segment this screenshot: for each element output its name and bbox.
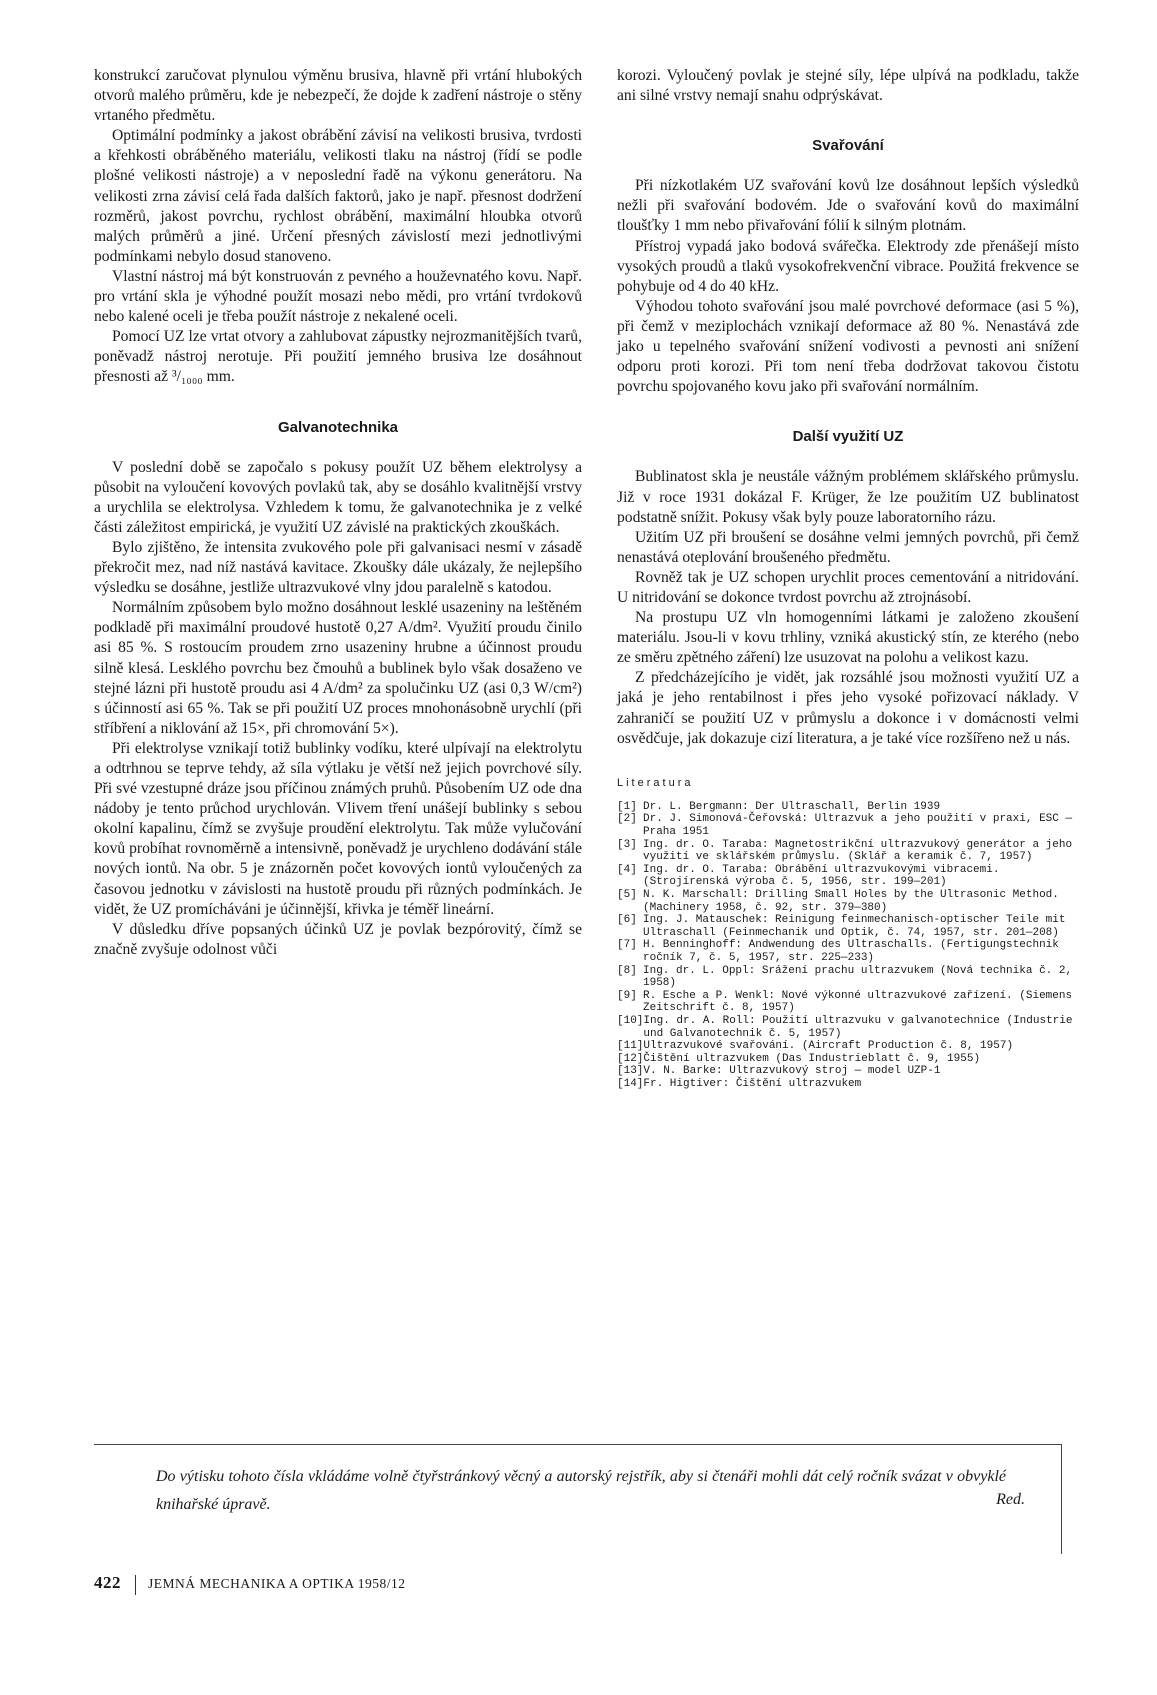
paragraph: Na prostupu UZ vln homogenními látkami je založeno zkoušení materiálu. Jsou-li v kovu trhliny, vzniká akustický stín, ze kterého (nebo ze směru zpětného záření) lze usuzovat na polohu a velikost kazu. [617, 609, 1079, 667]
reference-text: Dr. L. Bergmann: Der Ultraschall, Berlin 1939 [643, 800, 941, 813]
paragraph: Z předcházejícího je vidět, jak rozsáhlé jsou možnosti využití UZ a jaká je jeho rentabilnost i přes jeho vysoké pořizovací náklady. V zahraničí se použití UZ v průmyslu a dokonce i v domácnosti velmi osvědčuje, jak dokazuje cizí literatura, a je také více rozšířeno než u nás. [617, 669, 1079, 747]
journal-title: JEMNÁ MECHANIKA A OPTIKA 1958/12 [148, 1576, 406, 1591]
section-heading-dalsi-vyuziti: Další využití UZ [792, 428, 904, 446]
reference-text: Ing. dr. L. Oppl: Srážení prachu ultrazvukem (Nová technika č. 2, 1958) [643, 964, 1073, 990]
reference-number: [10] [617, 1014, 644, 1027]
section-heading-galvanotechnika: Galvanotechnika [277, 418, 399, 436]
reference-number: [2] [617, 813, 637, 826]
footer-divider [135, 1575, 136, 1595]
literature-heading: Literatura [617, 776, 694, 789]
paragraph: Přístroj vypadá jako bodová svářečka. Elektrody zde přenášejí místo vysokých proudů a tlaků vysokofrekvenční vibrace. Použitá frekvence se pohybuje od 4 do 40 kHz. [617, 237, 1079, 295]
paragraph: korozi. Vyloučený povlak je stejné síly, lépe ulpívá na podkladu, takže ani silné vrstvy nemají snahu odprýskávat. [617, 67, 1079, 105]
paragraph: Normálním způsobem bylo možno dosáhnout lesklé usazeniny na leštěném podkladě při maximální proudové hustotě 0,27 A/dm². Využití proudu činilo asi 85 %. S rostoucím proudem zrno usazeniny hrubne a účinnost proudu silně klesá. Lesklého povrchu bez čmouhů a bublinek bylo však dosaženo ve stejné lázni při hustotě proudu asi 4 A/dm² za spolučinku UZ (asi 0,3 W/cm²) s účinností asi 65 %. Tak se při použití UZ proces mnohonásobně urychlí (při stříbření a niklování až 15×, při chromování 5×). [94, 599, 582, 737]
reference-number: [11] [617, 1040, 644, 1053]
reference-number: [13] [617, 1065, 644, 1078]
reference-item [617, 939, 1079, 964]
reference-item [617, 1065, 1079, 1078]
reference-number: [9] [617, 989, 637, 1002]
paragraph: Užitím UZ při broušení se dosáhne velmi jemných povrchů, při čemž nenastává oteplování broušeného předmětu. [617, 528, 1079, 566]
reference-item [617, 813, 1079, 838]
reference-item [617, 864, 1079, 889]
right-column [617, 66, 1079, 1090]
reference-item [617, 965, 1079, 990]
reference-text: V. N. Barke: Ultrazvukový stroj — model UZP-1 [643, 1065, 941, 1078]
paragraph: Výhodou tohoto svařování jsou malé povrchové deformace (asi 5 %), při čemž v meziplochách vznikají deformace až 80 %. Nenastává zde jako u tepelného svařování snížení vodivosti a pevnosti ani snížení odporu proti korozi. Při tom není třeba dodržovat takovou čistotu povrchu spojovaného kovu jako při svařování normálním. [617, 297, 1079, 396]
paragraph: konstrukcí zaručovat plynulou výměnu brusiva, hlavně při vrtání hlubokých otvorů malého průměru, kde je nebezpečí, že dojde k zadření nástroje o stěny vrtaného předmětu. [94, 67, 582, 125]
reference-text: Dr. J. Simonová-Čeřovská: Ultrazvuk a jeho použití v praxi, ESC — Praha 1951 [643, 813, 1073, 838]
paragraph: Optimální podmínky a jakost obrábění závisí na velikosti brusiva, tvrdosti a křehkosti obráběného materiálu, velikosti tlaku na nástroj (řídí se podle plošné velikosti nástroje) a v neposlední řadě na výkonu generátoru. Na velikosti zrna závisí celá řada dalších faktorů, jako je např. přesnost dodržení rozměrů, jakost povrchu, rychlost obrábění, maximální hloubka otvorů malých průměrů a jiné. Určení přesných závislostí mezi jednotlivými podmínkami nebylo dosud stanoveno. [94, 127, 582, 265]
reference-text: Čištění ultrazvukem (Das Industrieblatt č. 9, 1955) [643, 1052, 981, 1065]
reference-text: N. K. Marschall: Drilling Small Holes by the Ultrasonic Method. (Machinery 1958, č. 92, str. 379—380) [643, 888, 1059, 914]
reference-number: [12] [617, 1052, 644, 1065]
reference-text: H. Benninghoff: Andwendung des Ultraschalls. (Fertigungstechnik ročník 7, č. 5, 1957, str. 225—233) [643, 939, 1059, 964]
reference-text: Ultrazvukové svařování. (Aircraft Production č. 8, 1957) [643, 1040, 1014, 1053]
editorial-signature: Red. [996, 1491, 1025, 1508]
reference-text: Ing. dr. O. Taraba: Magnetostrikční ultrazvukový generátor a jeho využití ve sklářském průmyslu. (Sklář a keramik č. 7, 1957) [643, 838, 1073, 864]
reference-number: [8] [617, 964, 637, 977]
paragraph: Bublinatost skla je neustále vážným problémem sklářského průmyslu. Již v roce 1931 dokázal F. Krüger, že lze použitím UZ bublinatost podstatně snížit. Pokusy však byly pouze laboratorního rázu. [617, 468, 1079, 526]
section-heading-svarovani: Svařování [812, 137, 884, 155]
reference-text: R. Esche a P. Wenkl: Nové výkonné ultrazvukové zařízení. (Siemens Zeitschrift č. 8, 1957) [643, 989, 1073, 1015]
reference-item [617, 990, 1079, 1015]
paragraph: Pomocí UZ lze vrtat otvory a zahlubovat zápustky nejrozmanitějších tvarů, poněvadž nástroj nerotuje. Při použití jemného brusiva lze dosáhnout přesnosti až ³/₁₀₀₀ mm. [94, 328, 582, 386]
reference-number: [4] [617, 863, 637, 876]
paragraph: Bylo zjištěno, že intensita zvukového pole při galvanisaci nesmí v zásadě překročit mez, nad níž nastává kavitace. Zkoušky dále ukázaly, že nejlepšího výsledku se dosáhne, jestliže ultrazvukové vlny jdou paralelně s katodou. [94, 538, 582, 597]
reference-number: [5] [617, 888, 637, 901]
paragraph: Vlastní nástroj má být konstruován z pevného a houževnatého kovu. Např. pro vrtání skla je výhodné použít mosazi nebo mědi, pro vrtání tvrdokovů nebo kalené oceli je třeba použít nástroje z nekalené oceli. [94, 267, 582, 326]
editorial-notice-box [94, 1444, 1062, 1554]
reference-item [617, 1040, 1079, 1053]
reference-item [617, 801, 1079, 814]
reference-text: Fr. Higtiver: Čištění ultrazvukem [643, 1077, 862, 1090]
reference-number: [3] [617, 838, 637, 851]
reference-text: Ing. dr. O. Taraba: Obrábění ultrazvukovými vibracemi. (Strojírenská výroba č. 5, 1956, str. 199—201) [643, 863, 1000, 889]
reference-text: Ing. dr. A. Roll: Použití ultrazvuku v galvanotechnice (Industrie und Galvanotechnik č. 5, 1957) [643, 1014, 1073, 1040]
reference-number: [6] [617, 914, 637, 927]
reference-item [617, 1015, 1079, 1040]
reference-item [617, 889, 1079, 914]
reference-item [617, 914, 1079, 939]
paragraph: Při elektrolyse vznikají totiž bublinky vodíku, které ulpívají na elektrolytu a odtrhnou se teprve tehdy, až síla výtlaku je větší než jejich povrchové síly. Při své vzestupné dráze jsou příčinou známých pruhů. Působením UZ ode dna nádoby je tento průchod urychlován. Vlivem tření unášejí bublinky s sebou okolní kapalinu, čímž se zvyšuje proudění elektrolytu. Tak může vylučování kovů probíhat rovnoměrně a intensivně, poněvadž je urychleno dodávání stále nových iontů. Na obr. 5 je znázorněn počet kovových iontů vyloučených za časovou jednotku v závislosti na hustotě proudu při různých podmínkách. Je vidět, že UZ promícháváni je účinnější, křivka je téměř lineární. [94, 739, 582, 918]
reference-number: [14] [617, 1077, 644, 1090]
paragraph: Při nízkotlakém UZ svařování kovů lze dosáhnout lepších výsledků nežli při svařování bodovém. Jde o svařování kovů do maximální tloušťky 1 mm nebo přivařování fólií k silným plotnám. [617, 177, 1079, 235]
reference-list [617, 801, 1079, 1091]
page-footer [94, 1573, 406, 1595]
reference-item [617, 1053, 1079, 1066]
page-number: 422 [94, 1573, 121, 1592]
reference-item [617, 1078, 1079, 1091]
paragraph: V poslední době se započalo s pokusy použít UZ během elektrolysy a působit na vyloučení kovových povlaků tak, aby se dosáhlo kvalitnější vrstvy a urychlila se elektrolysa. Vzhledem k tomu, že galvanotechnika je z velké části záležitost empirická, je využití UZ závislé na praktických zkouškách. [94, 458, 582, 536]
reference-number: [7] [617, 939, 637, 952]
paragraph: Rovněž tak je UZ schopen urychlit proces cementování a nitridování. U nitridování se dokonce tvrdost povrchu až ztrojnásobí. [617, 568, 1079, 606]
paragraph: V důsledku dříve popsaných účinků UZ je povlak bezpórovitý, čímž se značně zvyšuje odolnost vůči [94, 920, 582, 958]
editorial-notice-text: Do výtisku tohoto čísla vkládáme volně čtyřstránkový věcný a autorský rejstřík, aby si čtenáři mohli dát celý ročník svázat v obvyklé knihařské úpravě. [156, 1468, 1006, 1513]
reference-number: [1] [617, 800, 637, 813]
reference-text: Ing. J. Matauschek: Reinigung feinmechanisch-optischer Teile mit Ultraschall (Feinmechanik und Optik, č. 74, 1957, str. 201—208) [643, 914, 1066, 939]
reference-item [617, 839, 1079, 864]
left-column [94, 66, 582, 960]
